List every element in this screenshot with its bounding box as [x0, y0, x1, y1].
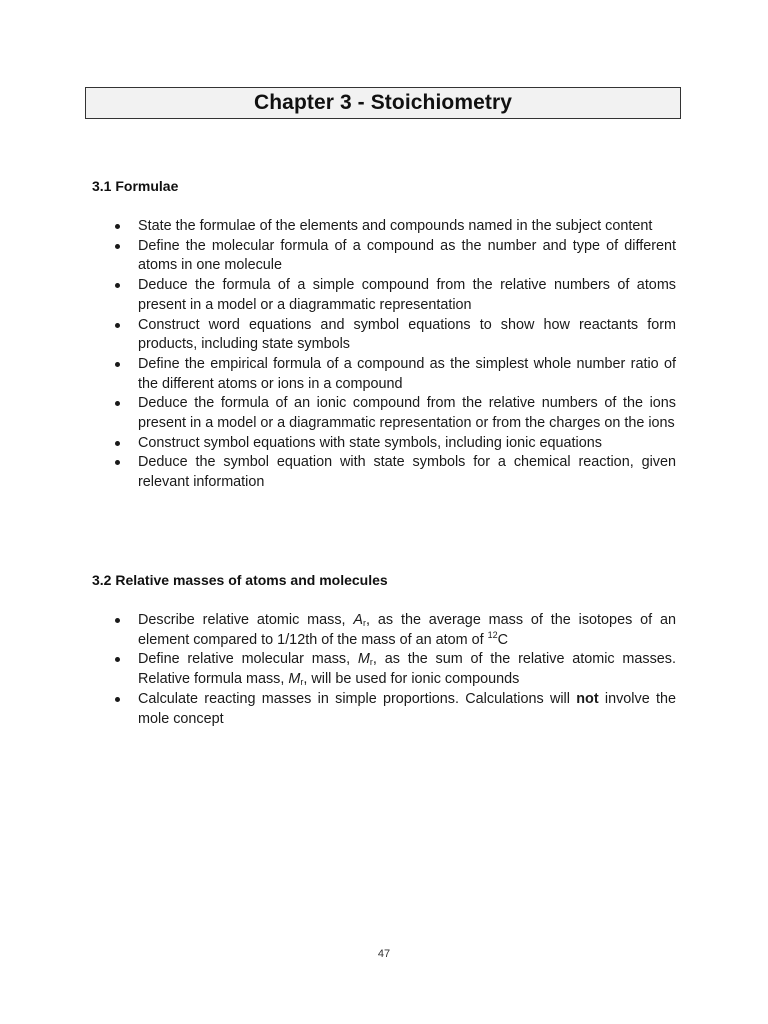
symbol-relative-atomic-mass: A	[353, 612, 364, 628]
section-relative-masses	[92, 571, 676, 729]
bullet-icon	[115, 224, 120, 229]
bullet-icon	[115, 244, 120, 249]
bullet-icon	[115, 362, 120, 367]
section-heading: 3.2 Relative masses of atoms and molecules	[92, 572, 388, 588]
list-item-text: Deduce the symbol equation with state symbols for a chemical reaction, given relevant information	[138, 454, 676, 491]
list-item-text	[138, 691, 676, 727]
list-item-text: State the formulae of the elements and compounds named in the subject content	[138, 218, 653, 234]
text-fragment: Describe relative atomic mass,	[138, 612, 354, 628]
list-item-text	[138, 612, 676, 648]
emphasis-word: not	[576, 690, 599, 707]
bullet-icon	[115, 460, 120, 465]
list-item	[92, 611, 676, 650]
list-item	[92, 453, 676, 492]
list-item-text: Define the empirical formula of a compound as the simplest whole number ratio of the different atoms or ions in a compound	[138, 355, 676, 392]
list-item	[92, 237, 676, 276]
list-item	[92, 217, 676, 237]
list-item-text: Deduce the formula of a simple compound from the relative numbers of atoms present in a model or a diagrammatic representation	[138, 277, 676, 313]
isotope-element: C	[497, 631, 508, 648]
symbol-subscript: r	[363, 618, 367, 628]
list-item	[92, 434, 676, 454]
symbol-relative-molecular-mass: M	[357, 651, 370, 668]
bullet-icon	[115, 323, 120, 328]
list-item	[92, 690, 676, 729]
list-item	[92, 650, 676, 689]
list-item-text: Deduce the formula of an ionic compound from the relative numbers of the ions present in a model or a diagrammatic representation or from the charges on the ions	[138, 395, 676, 432]
page-number: 47	[377, 948, 391, 960]
symbol-subscript: r	[369, 657, 373, 668]
bullet-list	[92, 217, 676, 493]
list-item	[92, 355, 676, 394]
text-fragment: , will be used for ionic compounds	[303, 671, 520, 688]
text-fragment: , as the sum of the relative atomic masses. Relative formula mass,	[138, 651, 676, 688]
text-fragment: Define relative molecular mass,	[138, 651, 358, 668]
text-fragment: involve the mole concept	[138, 690, 676, 727]
section-heading: 3.1 Formulae	[92, 178, 179, 194]
chapter-title: Chapter 3 - Stoichiometry	[253, 91, 513, 114]
list-item-text: Construct symbol equations with state symbols, including ionic equations	[138, 434, 602, 451]
bullet-icon	[115, 697, 120, 702]
symbol-subscript: r	[300, 677, 304, 688]
text-fragment: , as the average mass of the isotopes of an element compared to 1/12th of the mass of an atom of	[138, 612, 677, 648]
section-formulae	[92, 177, 676, 493]
bullet-icon	[115, 283, 120, 288]
list-item-text	[138, 651, 676, 687]
isotope-mass-number: 12	[487, 629, 498, 640]
symbol-relative-formula-mass: M	[288, 671, 301, 688]
bullet-icon	[115, 441, 120, 446]
bullet-icon	[115, 657, 120, 662]
list-item-text: Define the molecular formula of a compound as the number and type of different atoms in one molecule	[138, 237, 676, 274]
bullet-list	[92, 611, 676, 729]
bullet-icon	[115, 618, 120, 623]
chapter-title-box	[85, 87, 681, 119]
list-item-text: Construct word equations and symbol equations to show how reactants form products, including state symbols	[138, 316, 676, 353]
list-item	[92, 276, 676, 315]
list-item	[92, 316, 676, 355]
text-fragment: Calculate reacting masses in simple proportions. Calculations will	[138, 690, 577, 707]
bullet-icon	[115, 401, 120, 406]
list-item	[92, 394, 676, 433]
